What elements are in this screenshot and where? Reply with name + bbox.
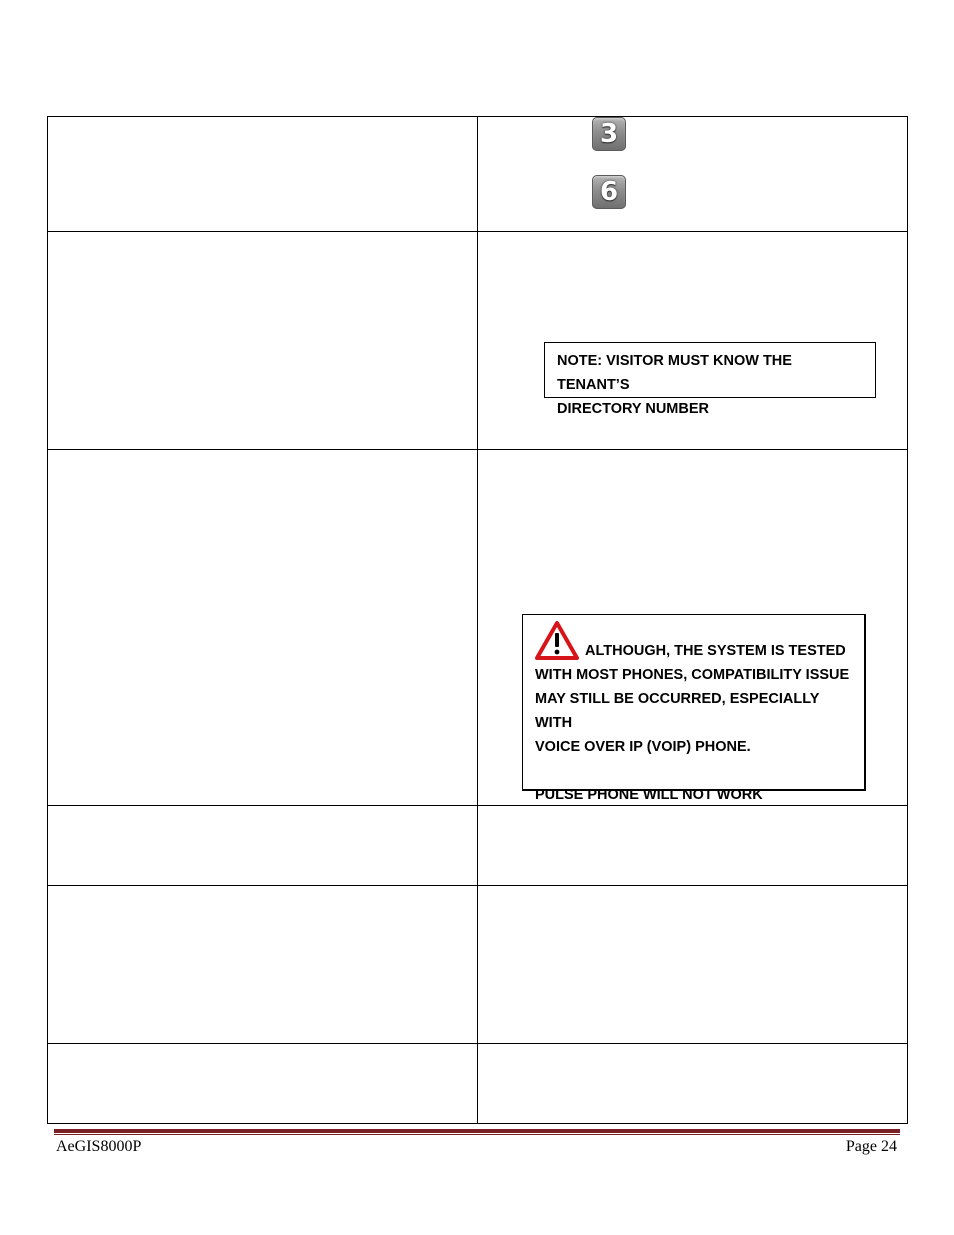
note-line: DIRECTORY NUMBER (557, 401, 709, 417)
warning-triangle-icon (535, 621, 579, 661)
table-row (48, 450, 908, 806)
warning-line: PULSE PHONE WILL NOT WORK (535, 787, 763, 803)
table-row (48, 1044, 908, 1124)
table-cell-right (478, 232, 908, 450)
table-row (48, 232, 908, 450)
keypad-6-icon: 6 (592, 175, 626, 209)
table-row (48, 117, 908, 232)
warning-line: VOICE OVER IP (VOIP) PHONE. (535, 739, 751, 755)
table-cell-left (48, 232, 478, 450)
table-cell-left (48, 886, 478, 1044)
table-cell-right (478, 806, 908, 886)
content-table (47, 116, 908, 1124)
table-cell-right (478, 450, 908, 806)
table-cell-left (48, 450, 478, 806)
table-cell-left (48, 117, 478, 232)
warning-line: ALTHOUGH, THE SYSTEM IS TESTED (585, 643, 846, 659)
warning-box (522, 614, 866, 803)
keypad-3-icon: 3 (592, 117, 626, 151)
table-cell-left (48, 806, 478, 886)
table-cell-right (478, 886, 908, 1044)
footer-page-number: Page 24 (845, 1138, 897, 1155)
footer-rule-thin (54, 1134, 900, 1135)
table-cell-left (48, 1044, 478, 1124)
footer-rule (54, 1129, 900, 1133)
table-row (48, 886, 908, 1044)
note-box (544, 342, 876, 417)
note-line: NOTE: VISITOR MUST KNOW THE TENANT’S (557, 353, 792, 393)
table-cell-right (478, 117, 908, 232)
warning-line: MAY STILL BE OCCURRED, ESPECIALLY WITH (535, 691, 820, 731)
warning-line: WITH MOST PHONES, COMPATIBILITY ISSUE (535, 667, 850, 683)
table-row (48, 806, 908, 886)
table-cell-right (478, 1044, 908, 1124)
footer-document-name: AeGIS8000P (56, 1138, 142, 1155)
